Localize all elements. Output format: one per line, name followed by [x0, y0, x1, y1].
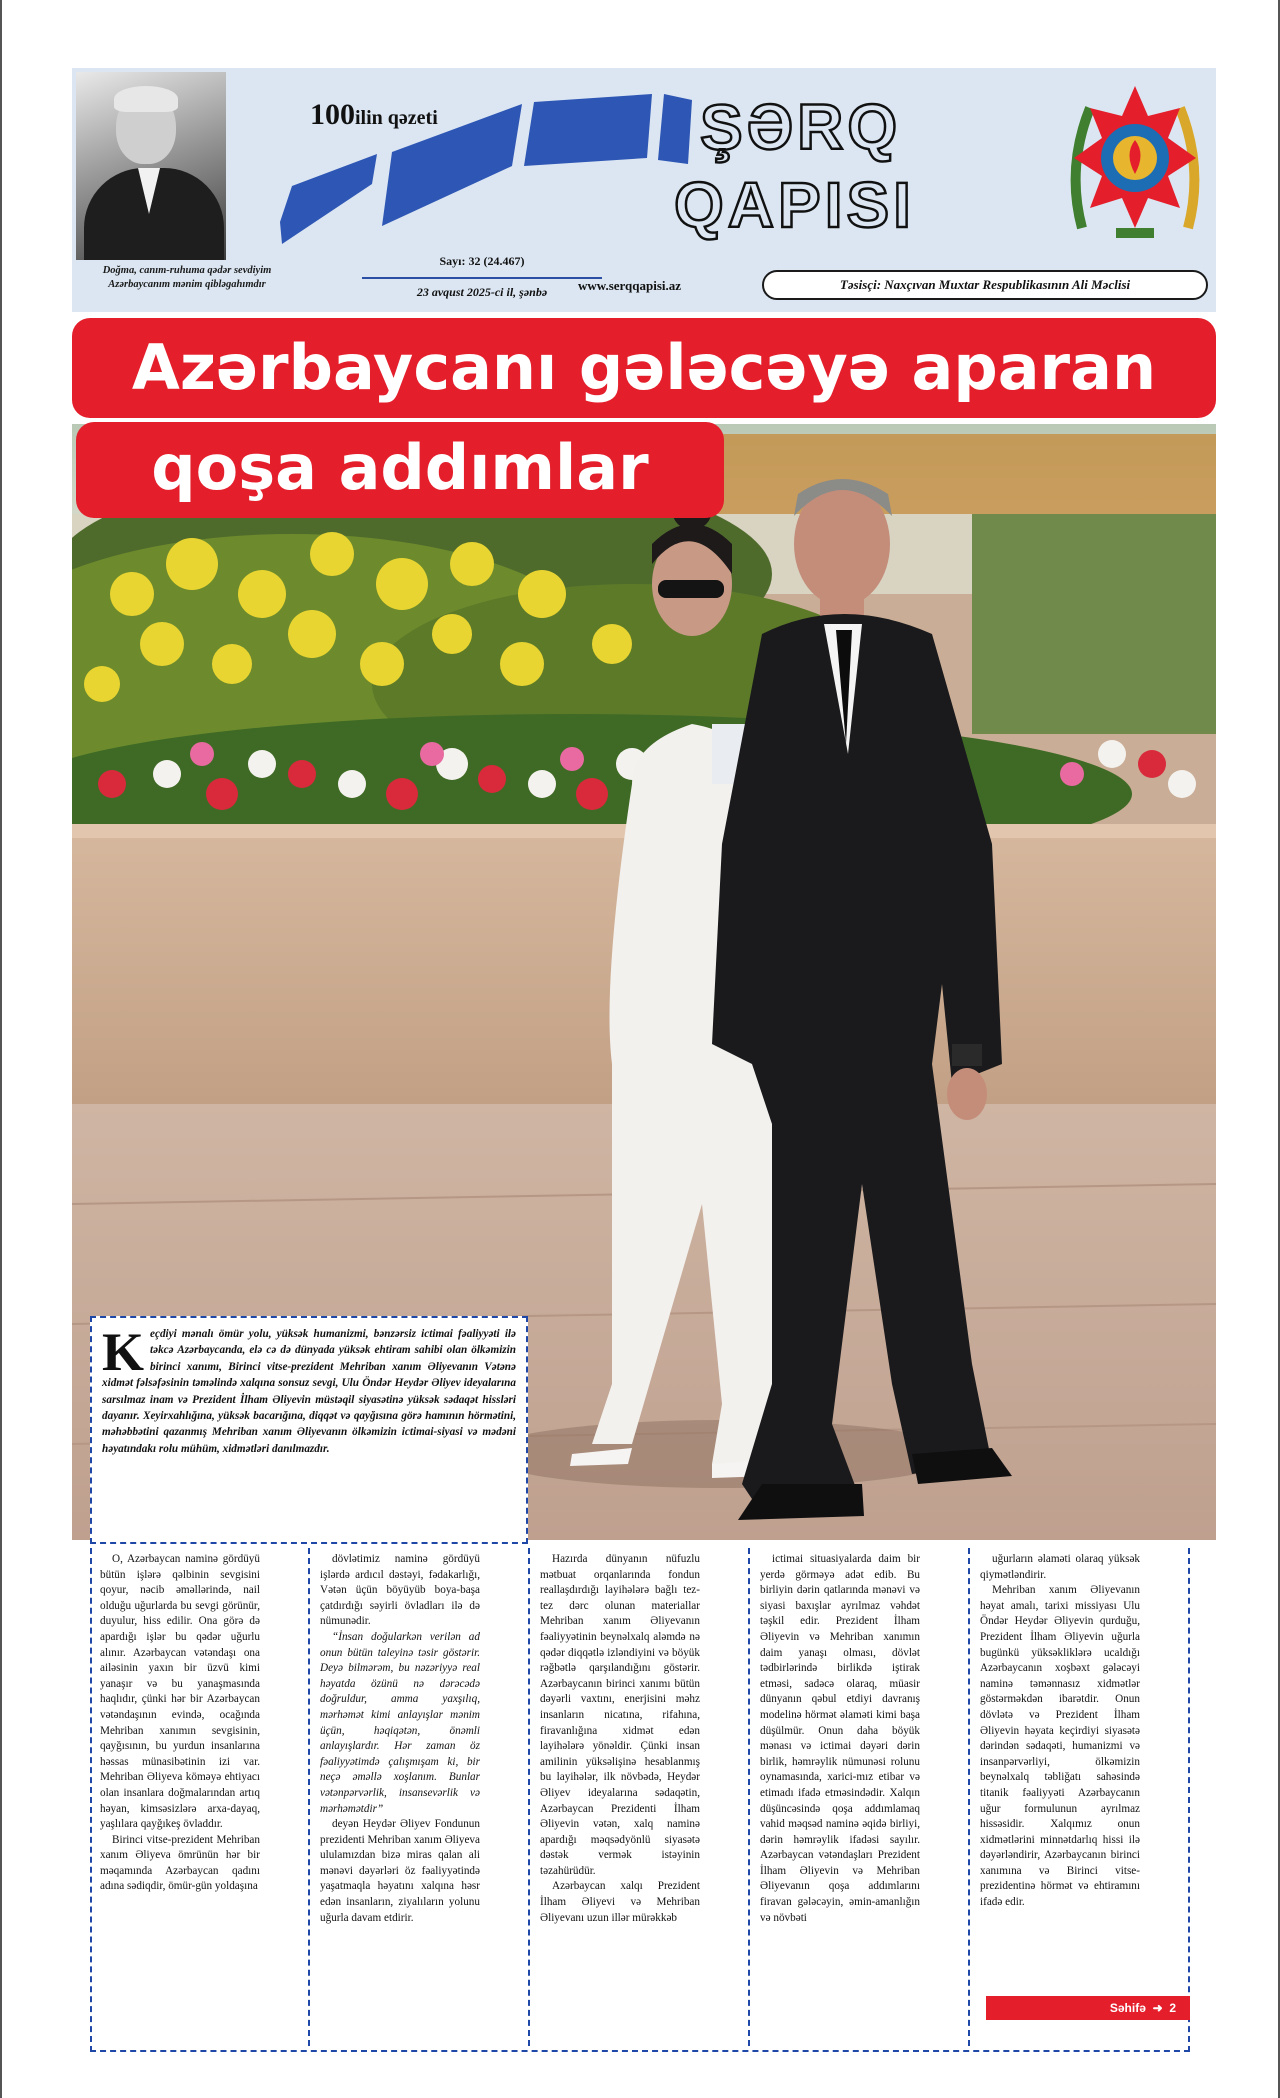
article-paragraph: Birinci vitse-prezident Mehriban xanım Əliyeva ömrünün hər bir məqamında Azərbaycan qadını adına sədiqdir, ömür-gün yoldaşına [100, 1833, 260, 1893]
century-caption [310, 98, 438, 132]
newspaper-title-line1: ŞƏRQ [700, 91, 902, 163]
page-number: 2 [1169, 2001, 1176, 2015]
article-column-2 [320, 1552, 480, 1926]
article-paragraph: Mehriban xanım Əliyevanın həyat amalı, tarixi missiyası Ulu Öndər Heydər Əliyevin qurduğu, Prezident İlham Əliyevin uğurla bugünkü yüksəkliklərə ucaldığı Azərbaycanın xoşbəxt gələcəyi naminə təmənnasız xidmətlər göstərməkdən ibarətdir. Onun dövlətə və Prezident İlham Əliyevin həyata keçirdiyi siyasətə dərindən sədaqəti, humanizmi və insanpərvərliyi, ölkəmizin beynəlxalq təbliğatı sahəsində titanik fəaliyyəti Azərbaycanın uğur formulunun ayrılmaz hissəsidir. Xalqımız onun xidmətlərini minnətdarlıq hissi ilə dəyərləndirir, Azərbaycanın birinci xanımına və Birinci vitse-prezidentinə hörmət və ehtiramını ifadə edir. [980, 1584, 1140, 1909]
article-paragraph: deyən Heydər Əliyev Fondunun prezidenti Mehriban xanım Əliyeva ululamızdan bizə miras qalan ali mənəvi dəyərləri öz fəaliyyətində yaşatmaqla həyatını xalqına həsr edən insanların, ziyalıların yolunu uğurla davam etdirir. [320, 1818, 480, 1924]
newspaper-title-line2: QAPISI [674, 169, 915, 241]
article-paragraph: O, Azərbaycan naminə gördüyü bütün işlərə qəlbinin sevgisini qoyur, nəcib əməllərində, nail olduğu uğurlarda bu sevgi görünür, duyulur, hiss edilir. Ona görə də apardığı işlər bu qədər uğurlu alınır. Azərbaycan vətəndaşı ona ailəsinin yaxın bir üzvü kimi yanaşır və bu yanaşmasında haqlıdır, çünki hər bir Azərbaycan vətəndaşının evində, ocağında Mehriban xanımın sevgisinin, qayğısının, bu yurdun insanlarına həssas münasibətinin izi var. Mehriban Əliyeva köməyə ehtiyacı olan insanlara doğmalarından artıq həyan, kimsəsizlərə arxa-dayaq, yaşlılara qayğıkeş övladdır. [100, 1553, 260, 1831]
lead-dropcap: K [102, 1322, 145, 1382]
masthead [72, 68, 1216, 312]
article-paragraph: Hazırda dünyanın nüfuzlu mətbuat orqanlarında fondun reallaşdırdığı layihələrə bağlı tez-tez dərc olunan materiallar Mehriban xanım Əliyevanın fəaliyyətinin beynəlxalq aləmdə nə qədər diqqətlə izləndiyini və böyük rəğbətlə qarşılandığını göstərir. Azərbaycanın birinci xanımı bütün dəyərli vaxtını, enerjisini məhz insanların nicatına, rifahına, firavanlığına xidmət edən layihələrə yönəldir. Çünki insan amilinin yüksəlişinə hesablanmış bu layihələr, ilk növbədə, Heydər Əliyev ideyalarına sədaqətin, Azərbaycan Prezidenti İlham Əliyevin vətən, xalq naminə apardığı məqsədyönlü siyasətə dəstək vermək istəyinin təzahürüdür. [540, 1553, 700, 1877]
arrow-right-icon: ➜ [1149, 2001, 1166, 2015]
founder-portrait [76, 72, 226, 260]
lead-paragraph [90, 1316, 528, 1544]
article-column-3 [540, 1552, 700, 1926]
gate-logo [222, 94, 722, 244]
century-number: 100 [310, 98, 355, 131]
lead-text: eçdiyi mənalı ömür yolu, yüksək humanizmi, bənzərsiz ictimai fəaliyyəti ilə təkcə Azərbaycanda, elə cə də dünyada yüksək ehtiram sahibi olan ölkəmizin birinci xanımı, Birinci vitse-prezident Mehriban xanım Əliyevanın Vətənə xidmət fəlsəfəsinin təməlində xalqına sonsuz sevgi, Ulu Öndər Heydər Əliyev ideyalarına sarsılmaz inam və Prezident İlham Əliyevin müstəqil siyasətinə yüksək sədaqət hissləri dayanır. Xeyirxahlığına, yüksək bacarığına, diqqət və qayğısına görə hamının hörmətini, məhəbbətini qazanmış Mehriban xanım Əliyevanın ölkəmizin ictimai-siyasi və mədəni həyatındakı rolu mühüm, xidmətləri danılmazdır. [102, 1328, 516, 1455]
article-column-5 [980, 1552, 1140, 1911]
issue-date: 23 avqust 2025-ci il, şənbə [416, 285, 548, 299]
website-link[interactable]: www.serqqapisi.az [578, 278, 682, 293]
article-paragraph: ictimai situasiyalarda daim bir yerdə görməyə adət edib. Bu birliyin dərin qatlarında mənəvi və siyasi baxışlar ayrılmaz vəhdət təşkil edir. Prezident İlham Əliyevin və Mehriban xanımın daim yanaşı olması, dövlət tədbirlərində birlikdə iştirak etməsi, sadəcə olaraq, müasir dünyanın qəbul etdiyi davranış modelinə hörmət əlaməti kimi başa düşülmür. Onun daha böyük mənası və ictimai dəyəri dərin birlik, həmrəylik nümunəsi rolunu oynamasında, xarici-mız etibar və etimadı ifadə etməsindədir. Xalqın düşüncəsində qoşa addımlamaq vahid məqsəd naminə əqidə birliyi, dərin həmrəylik ifadəsi sayılır. Azərbaycan vətəndaşları Prezident İlham Əliyevin və Mehriban Əliyevanın qoşa addımlarını firavan gələcəyin, əmin-amanlığın və növbəti [760, 1553, 920, 1924]
article-paragraph: Azərbaycan xalqı Prezident İlham Əliyevi və Mehriban Əliyevanı uzun illər mürəkkəb [540, 1880, 700, 1924]
page-label: Səhifə [1109, 2001, 1146, 2015]
article-column-1 [100, 1552, 260, 1895]
column-divider [528, 1548, 530, 2046]
issue-number: Sayı: 32 (24.467) [362, 254, 602, 279]
column-divider [308, 1548, 310, 2046]
century-text: ilin qəzeti [355, 107, 438, 129]
continued-page-marker[interactable] [986, 1996, 1190, 2020]
issue-info [362, 254, 602, 300]
state-emblem-icon [1060, 78, 1210, 248]
article-paragraph: uğurların əlaməti olaraq yüksək qiymətləndirir. [980, 1553, 1140, 1581]
column-divider [968, 1548, 970, 2046]
article-quote: “İnsan doğularkən verilən ad onun bütün taleyinə təsir göstərir. Deyə bilmərəm, bu nəzəriyyə real həyatda özünü nə dərəcədə doğruldur, amma yaxşılıq, mərhəmət kimi anlayışlar mənim üçün, həqiqətən, önəmli anlayışlardır. Hər zaman öz fəaliyyətimdə çalışmışam ki, bir neçə əməllə xoşlanım. Bunlar vətənpərvərlik, insansevərlik və mərhəmətdir” [320, 1630, 480, 1815]
article-paragraph: dövlətimiz naminə gördüyü işlərdə ardıcıl dəstəyi, fədakarlığı, Vətən üçün böyüyüb boya-başa çatdırdığı səyirli övladları ilə də nümunədir. [320, 1553, 480, 1628]
column-divider [748, 1548, 750, 2046]
article-column-4 [760, 1552, 920, 1926]
headline-line1: Azərbaycanı gələcəyə aparan [72, 318, 1216, 418]
headline-line2: qoşa addımlar [76, 422, 724, 518]
founder-ribbon: Təsisçi: Naxçıvan Muxtar Respublikasının Ali Məclisi [762, 270, 1208, 300]
masthead-motto: Doğma, canım-ruhuma qədər sevdiyim Azərbaycanım mənim qibləgahımdır [102, 265, 272, 290]
article-body [90, 1548, 1190, 2052]
